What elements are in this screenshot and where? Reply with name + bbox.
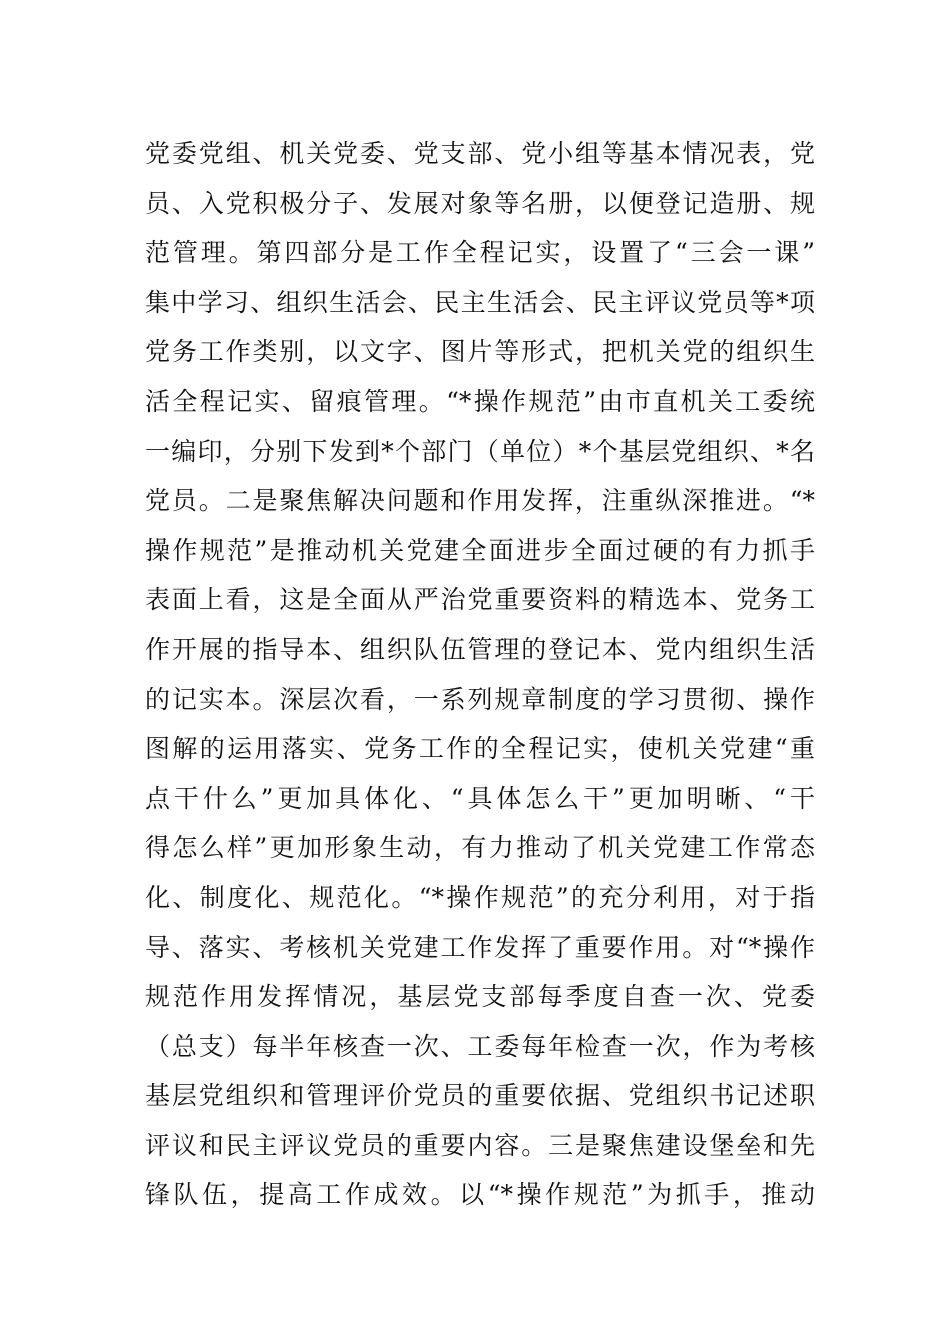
- text-line: 党务工作类别，以文字、图片等形式，把机关党的组织生: [145, 337, 815, 367]
- text-line: 锋队伍，提高工作成效。以“*操作规范”为抓手，推动: [145, 1180, 815, 1210]
- text-line: 基层党组织和管理评价党员的重要依据、党组织书记述职: [145, 1081, 815, 1111]
- text-line: 作开展的指导本、组织队伍管理的登记本、党内组织生活: [145, 634, 815, 664]
- text-line: 点干什么”更加具体化、“具体怎么干”更加明晰、“干: [145, 783, 815, 813]
- text-line: 导、落实、考核机关党建工作发挥了重要作用。对“*操作: [145, 932, 815, 962]
- text-line: 评议和民主评议党员的重要内容。三是聚焦建设堡垒和先: [145, 1130, 815, 1160]
- text-line: 图解的运用落实、党务工作的全程记实，使机关党建“重: [145, 734, 815, 764]
- text-line: 操作规范”是推动机关党建全面进步全面过硬的有力抓手: [145, 535, 815, 565]
- text-line: （总支）每半年核查一次、工委每年检查一次，作为考核: [145, 1031, 815, 1061]
- text-line: 的记实本。深层次看，一系列规章制度的学习贯彻、操作: [145, 684, 815, 714]
- text-line: 党委党组、机关党委、党支部、党小组等基本情况表，党: [145, 139, 815, 168]
- text-line: 表面上看，这是全面从严治党重要资料的精选本、党务工: [145, 585, 815, 615]
- text-line: 一编印，分别下发到*个部门（单位）*个基层党组织、*名: [145, 436, 815, 466]
- body-paragraph: [145, 129, 815, 1220]
- text-line: 员、入党积极分子、发展对象等名册，以便登记造册、规: [145, 188, 815, 218]
- text-line: 活全程记实、留痕管理。“*操作规范”由市直机关工委统: [145, 386, 815, 416]
- text-line: 党员。二是聚焦解决问题和作用发挥，注重纵深推进。“*: [145, 486, 815, 516]
- text-line: 得怎么样”更加形象生动，有力推动了机关党建工作常态: [145, 833, 815, 863]
- text-line: 化、制度化、规范化。“*操作规范”的充分利用，对于指: [145, 882, 815, 912]
- text-line: 规范作用发挥情况，基层党支部每季度自查一次、党委: [145, 982, 815, 1012]
- text-line: 范管理。第四部分是工作全程记实，设置了“三会一课”: [145, 238, 815, 268]
- text-line: 集中学习、组织生活会、民主生活会、民主评议党员等*项: [145, 287, 815, 317]
